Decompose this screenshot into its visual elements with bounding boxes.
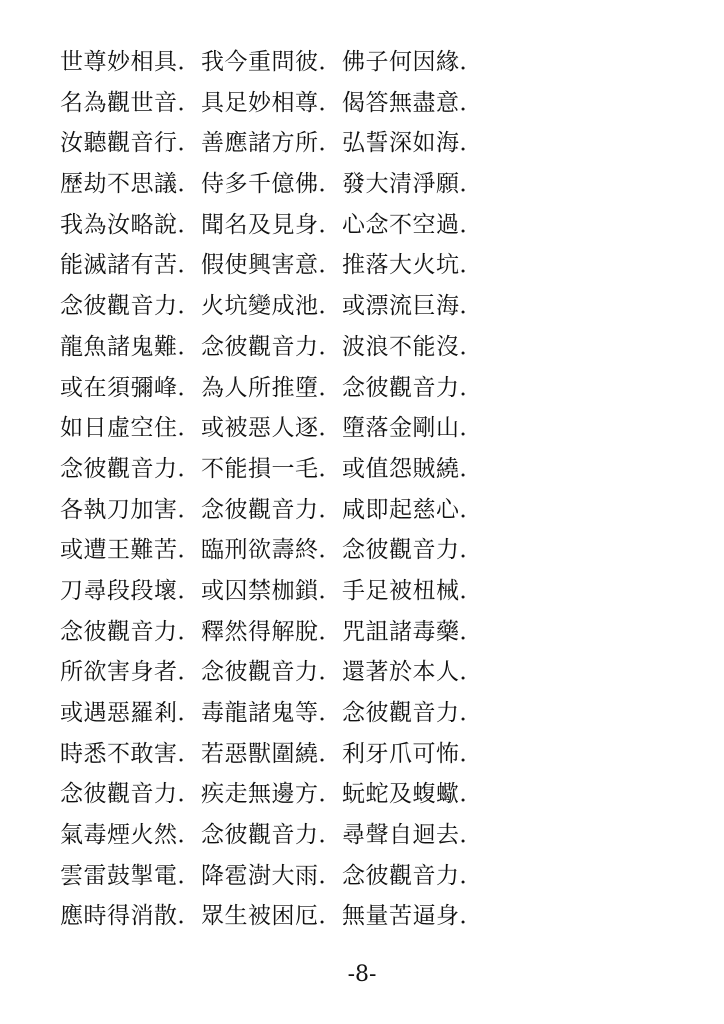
text-line: 念彼觀音力．火坑變成池．或漂流巨海． [60,293,483,320]
text-line: 如日虛空住．或被惡人逐．墮落金剛山． [60,415,483,442]
text-line: 或遭王難苦．臨刑欲壽終．念彼觀音力． [60,537,483,564]
text-line: 各執刀加害．念彼觀音力．咸即起慈心． [60,496,483,523]
text-line: 應時得消散．眾生被困厄．無量苦逼身． [60,903,483,930]
text-line: 刀尋段段壞．或囚禁枷鎖．手足被杻械． [60,577,483,604]
text-line: 念彼觀音力．疾走無邊方．蚖蛇及蝮蠍． [60,781,483,808]
text-line: 汝聽觀音行．善應諸方所．弘誓深如海． [60,130,483,157]
text-line: 所欲害身者．念彼觀音力．還著於本人． [60,659,483,686]
text-line: 時悉不敢害．若惡獸圍繞．利牙爪可怖． [60,740,483,767]
text-line: 世尊妙相具．我今重問彼．佛子何因緣． [60,49,483,75]
text-line: 或遇惡羅剎．毒龍諸鬼等．念彼觀音力． [60,700,483,726]
text-line: 名為觀世音．具足妙相尊．偈答無盡意． [60,89,483,116]
text-line: 歷劫不思議．侍多千億佛．發大清淨願． [60,171,483,198]
text-line: 或在須彌峰．為人所推墮．念彼觀音力． [60,374,483,401]
text-line: 能滅諸有苦．假使興害意．推落大火坑． [60,252,483,279]
text-line: 念彼觀音力．不能損一毛．或值怨賊繞． [60,455,483,482]
text-line: 龍魚諸鬼難．念彼觀音力．波浪不能沒． [60,333,483,360]
page-number: -8- [347,962,377,987]
text-line: 念彼觀音力．釋然得解脫．咒詛諸毒藥． [60,618,483,645]
text-line: 我為汝略說．聞名及見身．心念不空過． [60,211,483,238]
text-line: 雲雷鼓掣電．降雹澍大雨．念彼觀音力． [60,862,483,889]
scripture-text [60,42,672,937]
text-line: 氣毒煙火然．念彼觀音力．尋聲自迴去． [60,822,483,849]
